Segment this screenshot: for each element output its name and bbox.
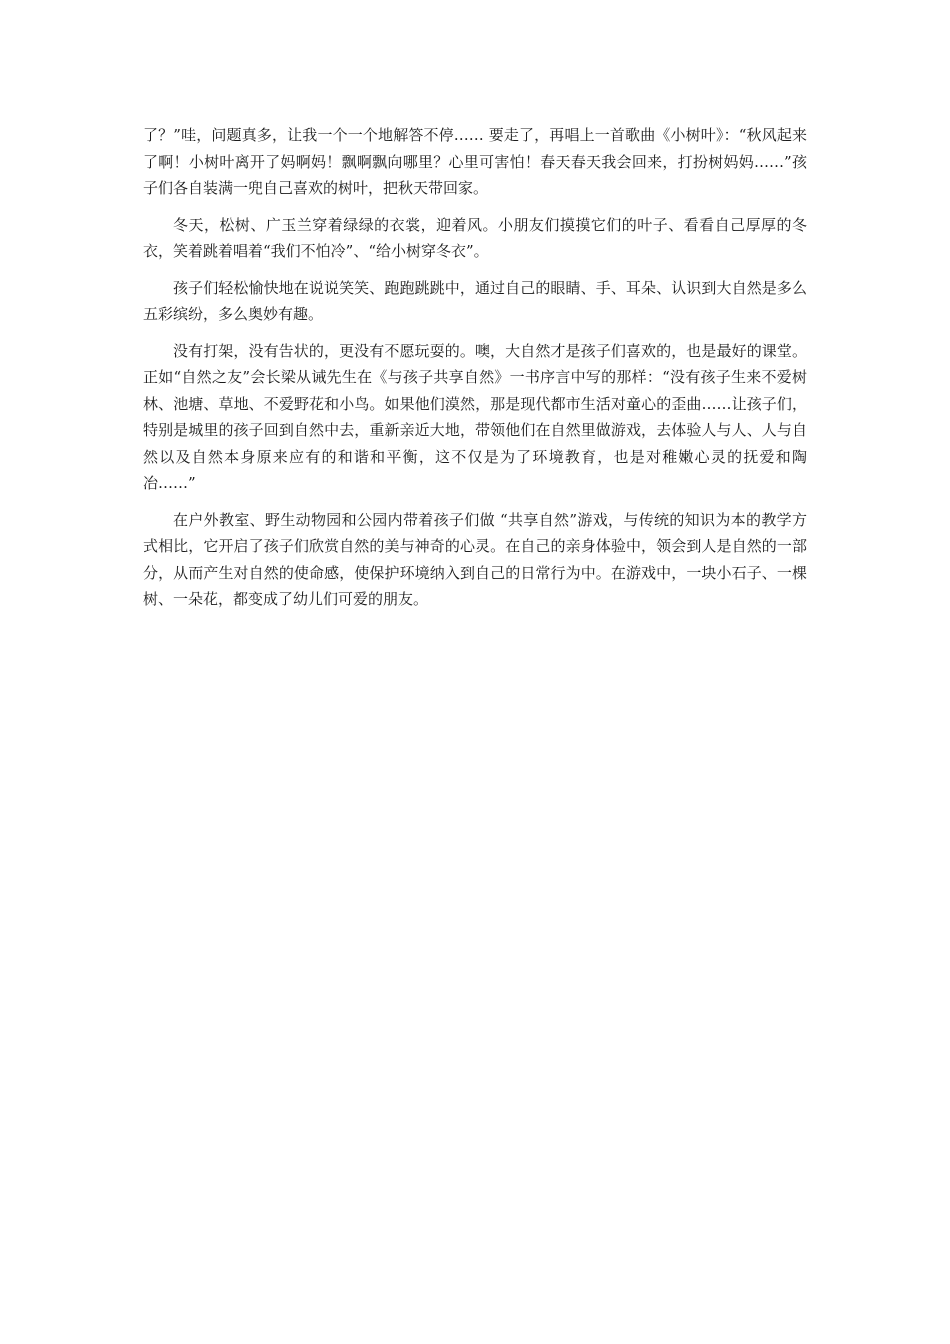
paragraph-5: 在户外教室、野生动物园和公园内带着孩子们做 “共享自然”游戏，与传统的知识为本的教学方式相比，它开启了孩子们欣赏自然的美与神奇的心灵。在自己的亲身体验中，领会到人是自然的一部分，从而产生对自然的使命感，使保护环境纳入到自己的日常行为中。在游戏中，一块小石子、一棵树、一朵花，都变成了幼儿们可爱的朋友。 [143, 510, 807, 608]
paragraph-3: 孩子们轻松愉快地在说说笑笑、跑跑跳跳中，通过自己的眼睛、手、耳朵、认识到大自然是多么五彩缤纷，多么奥妙有趣。 [143, 278, 807, 323]
document-body [143, 122, 807, 623]
paragraph-1: 了？”哇，问题真多，让我一个一个地解答不停…… 要走了，再唱上一首歌曲《小树叶》：“秋风起来了啊！小树叶离开了妈啊妈！飘啊飘向哪里？心里可害怕！春天春天我会回来，打扮树妈妈……”孩子们各自装满一兜自己喜欢的树叶，把秋天带回家。 [143, 126, 807, 197]
paragraph-4: 没有打架，没有告状的，更没有不愿玩耍的。噢，大自然才是孩子们喜欢的，也是最好的课堂。正如“自然之友”会长梁从诫先生在《与孩子共享自然》一书序言中写的那样：“没有孩子生来不爱树林、池塘、草地、不爱野花和小鸟。如果他们漠然，那是现代都市生活对童心的歪曲……让孩子们，特别是城里的孩子回到自然中去，重新亲近大地，带领他们在自然里做游戏，去体验人与人、人与自然以及自然本身原来应有的和谐和平衡，这不仅是为了环境教育，也是对稚嫩心灵的抚爱和陶冶……” [143, 341, 807, 492]
paragraph-2: 冬天，松树、广玉兰穿着绿绿的衣裳，迎着风。小朋友们摸摸它们的叶子、看看自己厚厚的冬衣，笑着跳着唱着“我们不怕冷”、“给小树穿冬衣”。 [143, 215, 807, 260]
